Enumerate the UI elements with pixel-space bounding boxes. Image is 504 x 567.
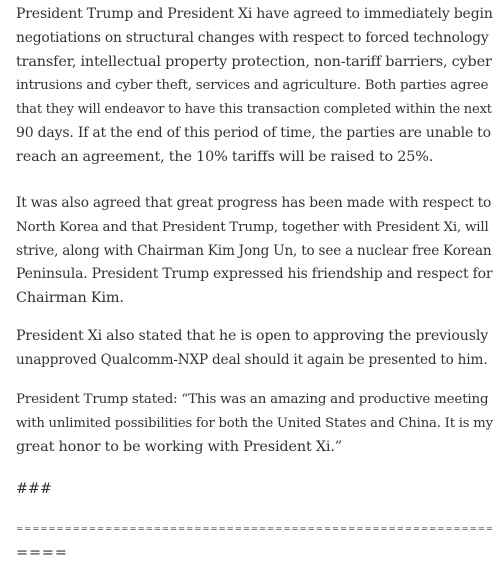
- end-mark: ###: [16, 481, 52, 497]
- paragraph-qualcomm: [16, 325, 494, 373]
- text-line: reach an agreement, the 10% tariffs will be raised to 25%.: [16, 148, 434, 165]
- text-line: 90 days. If at the end of this period of time, the parties are unable to: [16, 124, 491, 141]
- separator-line: ====: [16, 544, 68, 561]
- text-line: with unlimited possibilities for both the United States and China. It is my: [16, 415, 493, 431]
- text-line: President Trump and President Xi have agreed to immediately begin: [16, 6, 493, 22]
- text-line: Chairman Kim.: [16, 290, 124, 307]
- text-line: It was also agreed that great progress has been made with respect to: [16, 195, 492, 211]
- paragraph-north-korea: [16, 192, 494, 311]
- paragraph-quote: [16, 388, 494, 459]
- separator-line: ===========================================================: [16, 524, 494, 534]
- text-line: North Korea and that President Trump, together with President Xi, will: [16, 219, 489, 235]
- separator-rule: [16, 518, 494, 566]
- text-line: negotiations on structural changes with respect to forced technology: [16, 29, 489, 46]
- text-line: President Trump stated: “This was an amazing and productive meeting: [16, 392, 489, 407]
- paragraph-negotiations: [16, 3, 494, 170]
- text-line: Peninsula. President Trump expressed his friendship and respect for: [16, 266, 493, 283]
- text-line: that they will endeavor to have this transaction completed within the next: [16, 102, 492, 118]
- text-line: great honor to be working with President Xi.”: [16, 438, 343, 455]
- text-line: intrusions and cyber theft, services and agriculture. Both parties agree: [16, 78, 489, 94]
- text-line: transfer, intellectual property protection, non-tariff barriers, cyber: [16, 53, 492, 70]
- text-line: strive, along with Chairman Kim Jong Un, to see a nuclear free Korean: [16, 242, 492, 259]
- text-line: President Xi also stated that he is open to approving the previously: [16, 328, 489, 344]
- text-line: unapproved Qualcomm-NXP deal should it again be presented to him.: [16, 351, 488, 368]
